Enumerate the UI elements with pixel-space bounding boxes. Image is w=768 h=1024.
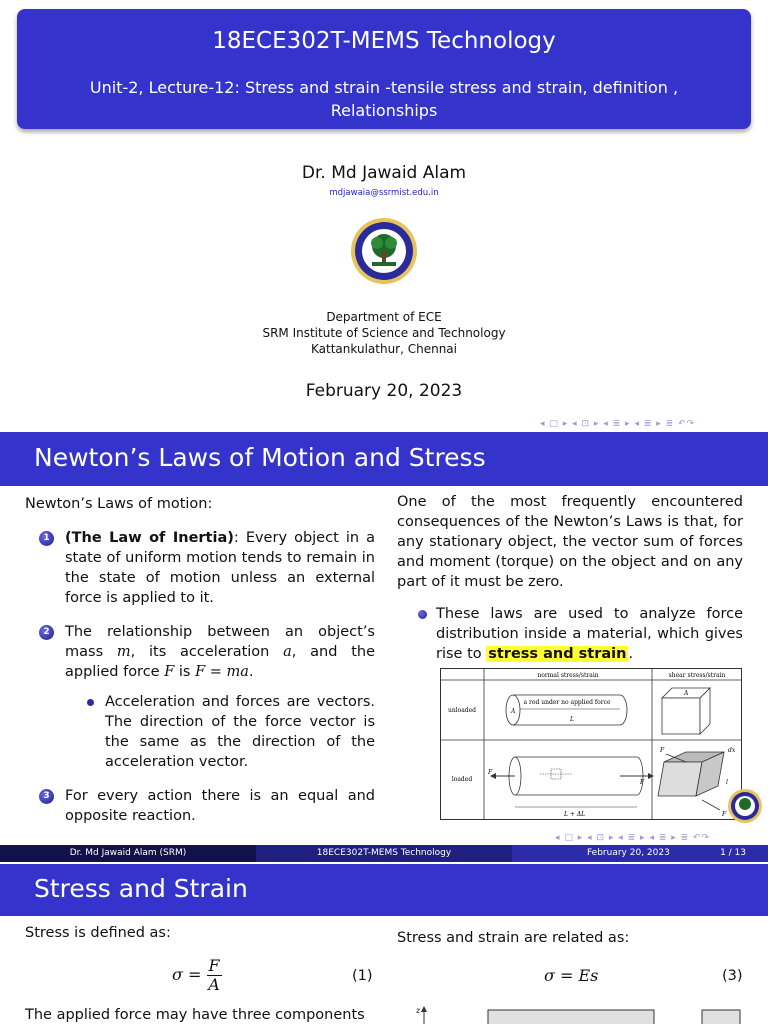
eq1-denominator [207,976,222,994]
label-a: A [684,690,689,697]
bullet-text: . [628,646,634,662]
subitem-text: Acceleration and forces are vectors. The direction of the force vector is the same as the direction of the acceleration vector. [105,694,375,770]
laws-intro: Newton’s Laws of motion: [25,496,213,512]
equation-3-number: (3) [722,968,743,984]
math-f: F [164,664,175,680]
institute-seal-small-logo [727,788,763,824]
stress-strain-bullet [397,604,743,664]
label-force-right: F [640,779,645,786]
stress-strain-slide [0,864,768,1024]
unloaded-shear-cube [662,688,710,734]
law-item-1 [25,528,375,608]
bullet-text: These laws are used to analyze force distribution inside a material, which gives rise to [436,606,743,662]
bullet-icon [418,610,427,619]
stress-strain-diagram [440,668,742,820]
footer-date-page [512,845,768,862]
newton-laws-slide [0,432,768,864]
diagram-row-unloaded: unloaded [447,707,477,714]
label-force-left: F [488,769,493,776]
rod-caption: a rod under no applied force [523,699,611,706]
law-text: The relationship between an object’s mass [65,624,375,660]
presentation-date: February 20, 2023 [305,381,463,401]
law-item-2 [25,622,375,772]
right-column [397,492,743,664]
math-a: a [283,644,292,660]
highlighted-term: stress and strain [488,646,627,662]
law-name: (The Law of Inertia) [65,530,234,546]
label-l-height: l [726,779,728,786]
law-text: . [248,664,254,680]
left-column [25,494,375,826]
department-info [0,309,768,357]
label-force-bottom: F [722,811,727,818]
author-name: Dr. Md Jawaid Alam [301,163,467,183]
footer-page-number: 1 / 13 [720,848,746,858]
frame-title: Stress and Strain [0,864,768,916]
relation-intro: Stress and strain are related as: [397,930,630,946]
beamer-navigation-icons[interactable]: ◂ □ ▸ ◂ ⊡ ▸ ◂ ≣ ▸ ◂ ≣ ▸ ≣ ↶↷ [555,833,711,843]
label-l-plus-dl: L + ΔL [564,811,586,818]
institute-seal-logo [350,217,418,285]
title-slide [0,0,768,432]
enum-marker: 3 [39,789,54,804]
law-text: , and the applied force [65,644,376,680]
eq1-numerator [207,957,222,976]
frame-title: Newton’s Laws of Motion and Stress [0,432,768,486]
law-2-subitem [65,692,375,772]
enum-marker: 2 [39,625,54,640]
law-text: is [174,664,196,680]
department-line: Department of ECE [326,310,442,324]
eq1-lhs: σ = [172,965,202,984]
label-l: L [570,716,574,723]
diagram-row-loaded: loaded [451,776,473,783]
eq1-fraction [207,957,222,994]
location-line: Kattankulathur, Chennai [311,342,457,356]
presentation-title: 18ECE302T-MEMS Technology [212,28,556,54]
footer-course: 18ECE302T-MEMS Technology [256,845,512,862]
math-equation: F = ma [195,664,249,680]
author-email[interactable]: mdjawaia@ssrmist.edu.in [329,188,439,198]
partial-figure [410,1004,750,1024]
law-item-3 [25,786,375,826]
footer-date: February 20, 2023 [587,848,670,858]
equation-1 [172,957,222,994]
law-text: : Every object in a state of uniform motion tends to remain in the state of motion unless an external force is applied to it. [65,530,375,606]
equation-3: σ = Es [544,966,599,985]
beamer-navigation-icons[interactable]: ◂ □ ▸ ◂ ⊡ ▸ ◂ ≣ ▸ ◂ ≣ ▸ ≣ ↶↷ [540,419,696,429]
presentation-subtitle: Unit-2, Lecture-12: Stress and strain -tensile stress and strain, definition , Relationships [89,78,679,120]
bullet-icon [87,699,94,706]
diagram-col-normal: normal stress/strain [537,672,599,679]
law-text: For every action there is an equal and opposite reaction. [65,788,375,824]
math-f: F [208,956,220,975]
math-m: m [116,644,131,660]
title-block [17,9,751,129]
label-dx: dx [728,747,736,754]
slide-footer [0,845,768,862]
equation-1-number: (1) [352,968,373,984]
math-a: A [208,975,220,994]
institute-line: SRM Institute of Science and Technology [262,326,506,340]
law-text: , its acceleration [130,644,284,660]
consequence-paragraph: One of the most frequently encountered consequences of the Newton’s Laws is that, for any stationary object, the vector sum of forces and moment (torque) on the object and on any part of it must be zero. [397,494,743,590]
stress-definition-intro: Stress is defined as: [25,925,171,941]
enum-marker: 1 [39,531,54,546]
footer-author: Dr. Md Jawaid Alam (SRM) [0,845,256,862]
label-force-top: F [660,747,665,754]
label-a: A [511,708,516,715]
axis-z-label: z [416,1006,421,1015]
force-components-text: The applied force may have three components [25,1007,365,1023]
diagram-col-shear: shear stress/strain [668,672,726,679]
